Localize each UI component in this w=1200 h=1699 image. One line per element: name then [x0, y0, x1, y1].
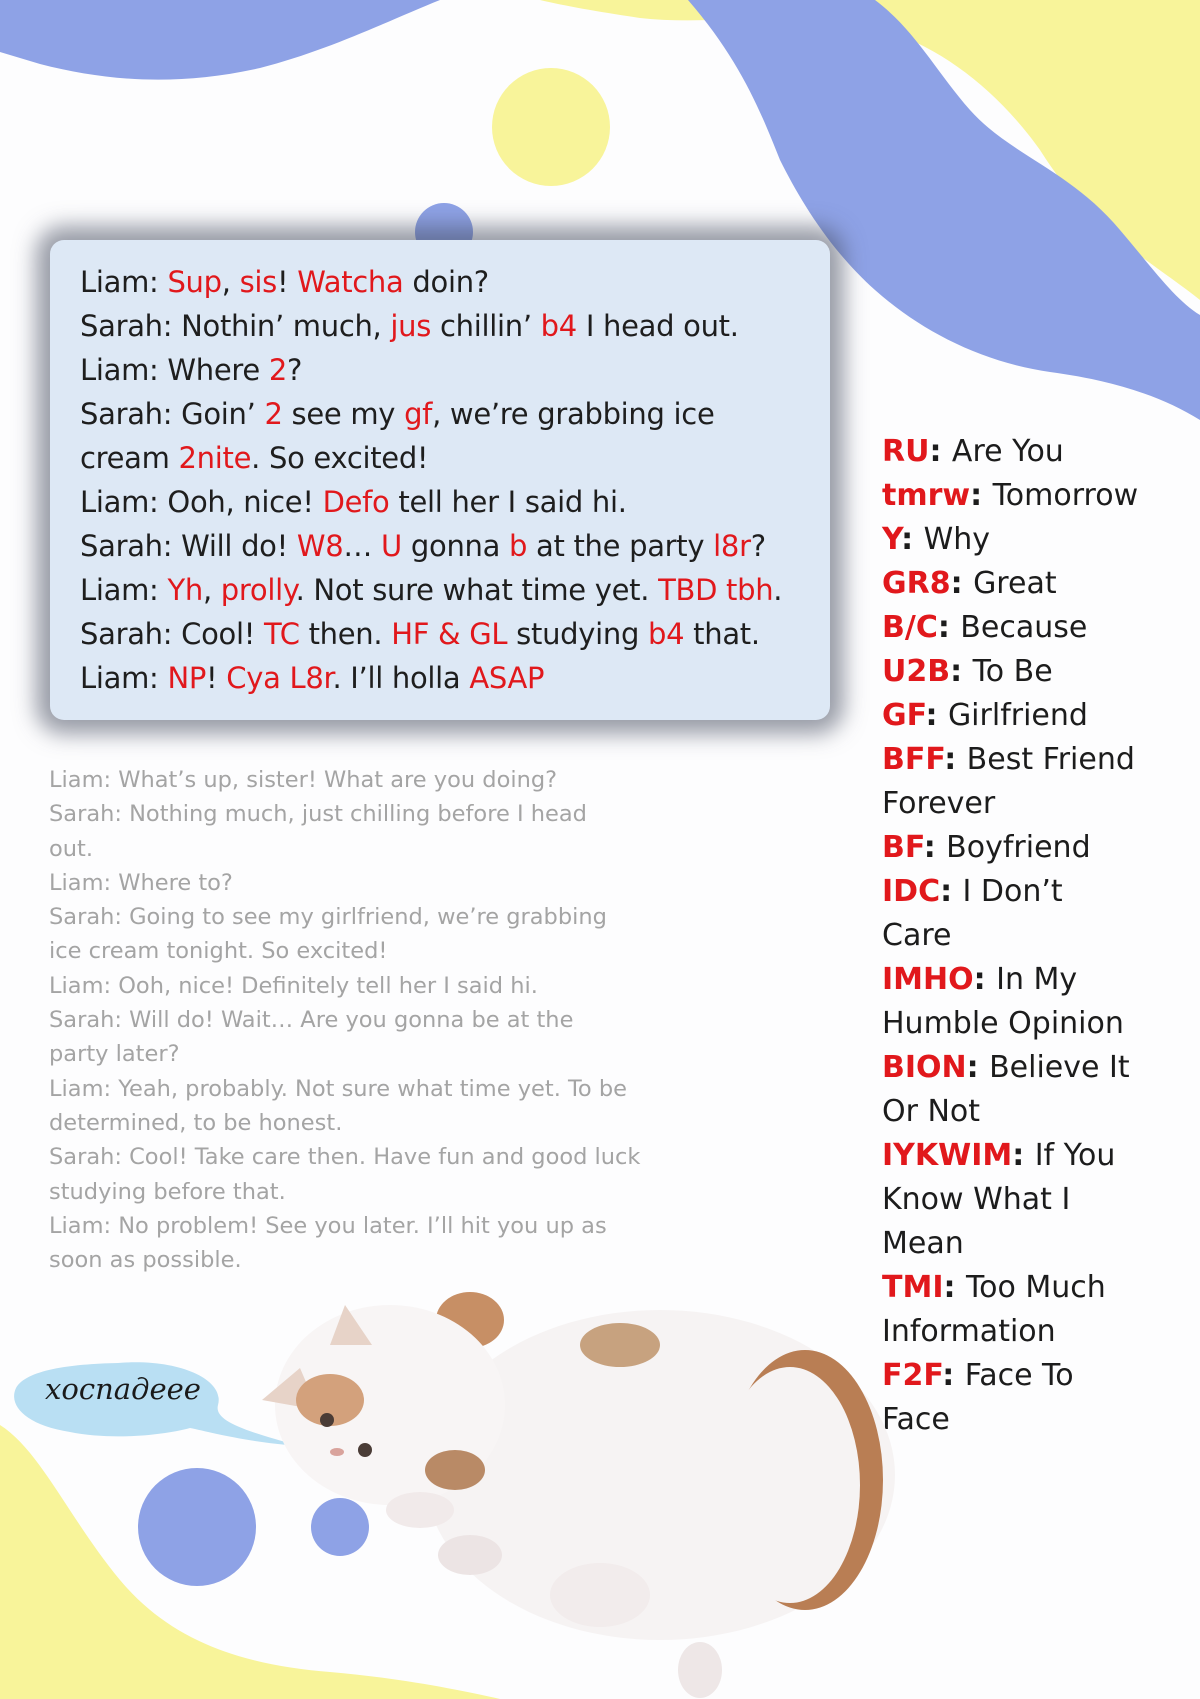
slang-word: prolly — [220, 573, 296, 607]
glossary-abbreviation: IMHO — [882, 962, 974, 997]
glossary-meaning: Face To — [964, 1358, 1074, 1393]
dialog-text: at the party — [527, 529, 714, 563]
slang-word: Watcha — [297, 265, 404, 299]
dialog-line — [80, 480, 800, 524]
glossary-separator: : — [923, 830, 947, 865]
glossary-line — [882, 826, 1200, 870]
translation-line: Liam: Yeah, probably. Not sure what time yet. To be — [49, 1075, 627, 1102]
glossary-meaning: Why — [923, 522, 991, 557]
glossary-separator: : — [940, 874, 963, 909]
glossary-meaning: Know What I — [882, 1182, 1071, 1217]
glossary-meaning: Best Friend — [966, 742, 1135, 777]
glossary-line — [882, 958, 1200, 1002]
dialog-text: gonna — [401, 529, 509, 563]
glossary-meaning: If You — [1034, 1138, 1116, 1173]
dialog-text: Sarah: Will do! — [80, 529, 297, 563]
glossary-meaning: Care — [882, 918, 952, 953]
glossary-line — [882, 1178, 1200, 1222]
glossary-line — [882, 1046, 1200, 1090]
translation-line: Liam: Ooh, nice! Definitely tell her I said hi. — [49, 972, 538, 999]
glossary-line — [882, 606, 1200, 650]
translation-line: Sarah: Will do! Wait… Are you gonna be at the — [49, 1007, 574, 1034]
translation-line: party later? — [49, 1041, 180, 1068]
dialog-line — [80, 568, 800, 612]
glossary-meaning: In My — [996, 962, 1078, 997]
dialog-line — [80, 524, 800, 568]
dialog-text: chillin’ — [431, 309, 541, 343]
dialog-text: Sarah: Goin’ — [80, 397, 265, 431]
dialog-text: , — [202, 573, 221, 607]
glossary-meaning: Believe It — [989, 1050, 1130, 1085]
translation-line: Sarah: Nothing much, just chilling before I head — [49, 801, 587, 828]
slang-word: W8 — [296, 529, 344, 563]
glossary-separator: : — [970, 478, 993, 513]
dialog-line — [80, 436, 800, 480]
glossary-line — [882, 738, 1200, 782]
dialog-text: ? — [750, 529, 766, 563]
dialog-text: , — [221, 265, 240, 299]
translation-line: Liam: No problem! See you later. I’ll hit you up as — [49, 1212, 607, 1239]
translation-line: studying before that. — [49, 1178, 286, 1205]
glossary-line — [882, 562, 1200, 606]
glossary-separator: : — [1012, 1138, 1035, 1173]
dialog-text: Liam: — [80, 573, 168, 607]
glossary-meaning: Boyfriend — [946, 830, 1091, 865]
slang-word: 2nite — [178, 441, 252, 475]
translation-line: out. — [49, 835, 94, 862]
glossary-separator: : — [943, 1270, 966, 1305]
glossary-line — [882, 694, 1200, 738]
slang-word: NP — [167, 661, 207, 695]
glossary-meaning: I Don’t — [962, 874, 1063, 909]
slang-word: gf — [404, 397, 433, 431]
glossary-line — [882, 474, 1200, 518]
dialog-text: Liam: Ooh, nice! — [80, 485, 323, 519]
glossary-line — [882, 1002, 1200, 1046]
glossary-separator: : — [944, 742, 967, 777]
slang-word: Sup — [167, 265, 222, 299]
abbreviation-glossary — [882, 430, 1200, 1442]
slang-word: b — [509, 529, 528, 563]
slang-word: Yh — [167, 573, 203, 607]
speech-bubble-text: хоспадеее — [45, 1372, 201, 1406]
slang-word: sis — [239, 265, 277, 299]
glossary-abbreviation: BF — [882, 830, 924, 865]
glossary-line — [882, 430, 1200, 474]
dialog-line — [80, 348, 800, 392]
glossary-meaning: To Be — [972, 654, 1053, 689]
dialog-text: ! — [276, 265, 298, 299]
glossary-separator: : — [929, 434, 952, 469]
glossary-line — [882, 1266, 1200, 1310]
dialog-text: Sarah: Nothin’ much, — [80, 309, 391, 343]
glossary-meaning: Information — [882, 1314, 1056, 1349]
glossary-separator: : — [950, 566, 974, 601]
dialog-line — [80, 612, 800, 656]
glossary-separator: : — [973, 962, 997, 997]
glossary-abbreviation: IYKWIM — [882, 1138, 1013, 1173]
top-left-blue-blob — [0, 0, 440, 80]
glossary-abbreviation: BION — [882, 1050, 967, 1085]
slang-word: ASAP — [469, 661, 545, 695]
dialog-text: doin? — [403, 265, 489, 299]
dialog-text: Liam: — [80, 661, 168, 695]
translation-line: Liam: What’s up, sister! What are you doing? — [49, 767, 558, 793]
dialog-text: ! — [206, 661, 227, 695]
glossary-line — [882, 782, 1200, 826]
glossary-line — [882, 650, 1200, 694]
dialog-text: I head out. — [576, 309, 739, 343]
dialog-text: . So excited! — [251, 441, 429, 475]
translation-line: ice cream tonight. So excited! — [49, 938, 388, 965]
dialog-text: Liam: — [80, 265, 168, 299]
glossary-separator: : — [942, 1358, 965, 1393]
glossary-separator: : — [925, 698, 948, 733]
slang-dialog — [80, 260, 800, 700]
dialog-text: . Not sure what time yet. — [295, 573, 659, 607]
slang-word: Defo — [322, 485, 390, 519]
glossary-abbreviation: B/C — [882, 610, 938, 645]
dialog-text: ? — [287, 353, 303, 387]
glossary-abbreviation: tmrw — [882, 478, 971, 513]
glossary-line — [882, 1134, 1200, 1178]
dialog-text: , we’re grabbing ice — [432, 397, 715, 431]
glossary-abbreviation: IDC — [882, 874, 941, 909]
crying-cat-illustration — [0, 1290, 900, 1699]
dialog-text: then. — [299, 617, 392, 651]
glossary-line — [882, 1354, 1200, 1398]
glossary-meaning: Humble Opinion — [882, 1006, 1124, 1041]
translation-line: Sarah: Going to see my girlfriend, we’re grabbing — [49, 904, 607, 931]
plain-english-translation — [49, 763, 669, 1277]
dialog-line — [80, 656, 800, 700]
dialog-text: . — [773, 573, 783, 607]
glossary-meaning: Tomorrow — [992, 478, 1139, 513]
slang-word: 2 — [264, 397, 283, 431]
glossary-line — [882, 870, 1200, 914]
translation-line: Sarah: Cool! Take care then. Have fun and good luck — [49, 1144, 641, 1171]
slang-word: TC — [263, 617, 300, 651]
glossary-separator: : — [901, 522, 924, 557]
dialog-line — [80, 392, 800, 436]
glossary-abbreviation: GF — [882, 698, 926, 733]
glossary-meaning: Are You — [951, 434, 1064, 469]
slang-word: 2 — [268, 353, 288, 387]
glossary-meaning: Because — [960, 610, 1088, 645]
dialog-text: Liam: Where — [80, 353, 269, 387]
glossary-abbreviation: Y — [882, 522, 902, 557]
glossary-separator: : — [937, 610, 961, 645]
translation-line: determined, to be honest. — [49, 1109, 343, 1136]
glossary-abbreviation: F2F — [882, 1358, 943, 1393]
cat — [262, 1292, 895, 1698]
glossary-abbreviation: GR8 — [882, 566, 951, 601]
yellow-circle — [492, 68, 610, 186]
glossary-meaning: Great — [973, 566, 1057, 601]
translation-line: Liam: Where to? — [49, 869, 233, 896]
glossary-line — [882, 1090, 1200, 1134]
dialog-text: Sarah: Cool! — [80, 617, 264, 651]
slang-word: b4 — [540, 309, 577, 343]
glossary-line — [882, 914, 1200, 958]
glossary-separator: : — [950, 654, 973, 689]
dialog-text: … — [343, 529, 382, 563]
glossary-abbreviation: U2B — [882, 654, 951, 689]
slang-word: Cya L8r — [226, 661, 333, 695]
glossary-meaning: Too Much — [965, 1270, 1106, 1305]
glossary-meaning: Or Not — [882, 1094, 981, 1129]
dialog-text: that. — [684, 617, 760, 651]
glossary-meaning: Girlfriend — [947, 698, 1088, 733]
glossary-meaning: Mean — [882, 1226, 964, 1261]
glossary-meaning: Forever — [882, 786, 996, 821]
dialog-text: see my — [282, 397, 405, 431]
slang-word: b4 — [647, 617, 685, 651]
dialog-text: . I’ll holla — [332, 661, 470, 695]
dialog-text: studying — [507, 617, 648, 651]
translation-line: soon as possible. — [49, 1247, 242, 1274]
glossary-meaning: Face — [882, 1402, 950, 1437]
glossary-separator: : — [966, 1050, 990, 1085]
slang-word: HF & GL — [391, 617, 508, 651]
glossary-abbreviation: RU — [882, 434, 930, 469]
slang-word: jus — [390, 309, 432, 343]
dialog-line — [80, 304, 800, 348]
glossary-abbreviation: BFF — [882, 742, 945, 777]
glossary-abbreviation: TMI — [882, 1270, 944, 1305]
dialog-text: tell her I said hi. — [389, 485, 627, 519]
glossary-line — [882, 1398, 1200, 1442]
glossary-line — [882, 518, 1200, 562]
glossary-line — [882, 1222, 1200, 1266]
glossary-line — [882, 1310, 1200, 1354]
slang-word: TBD tbh — [658, 573, 774, 607]
slang-word: l8r — [713, 529, 751, 563]
dialog-text: cream — [80, 441, 179, 475]
slang-word: U — [381, 529, 402, 563]
dialog-line — [80, 260, 800, 304]
